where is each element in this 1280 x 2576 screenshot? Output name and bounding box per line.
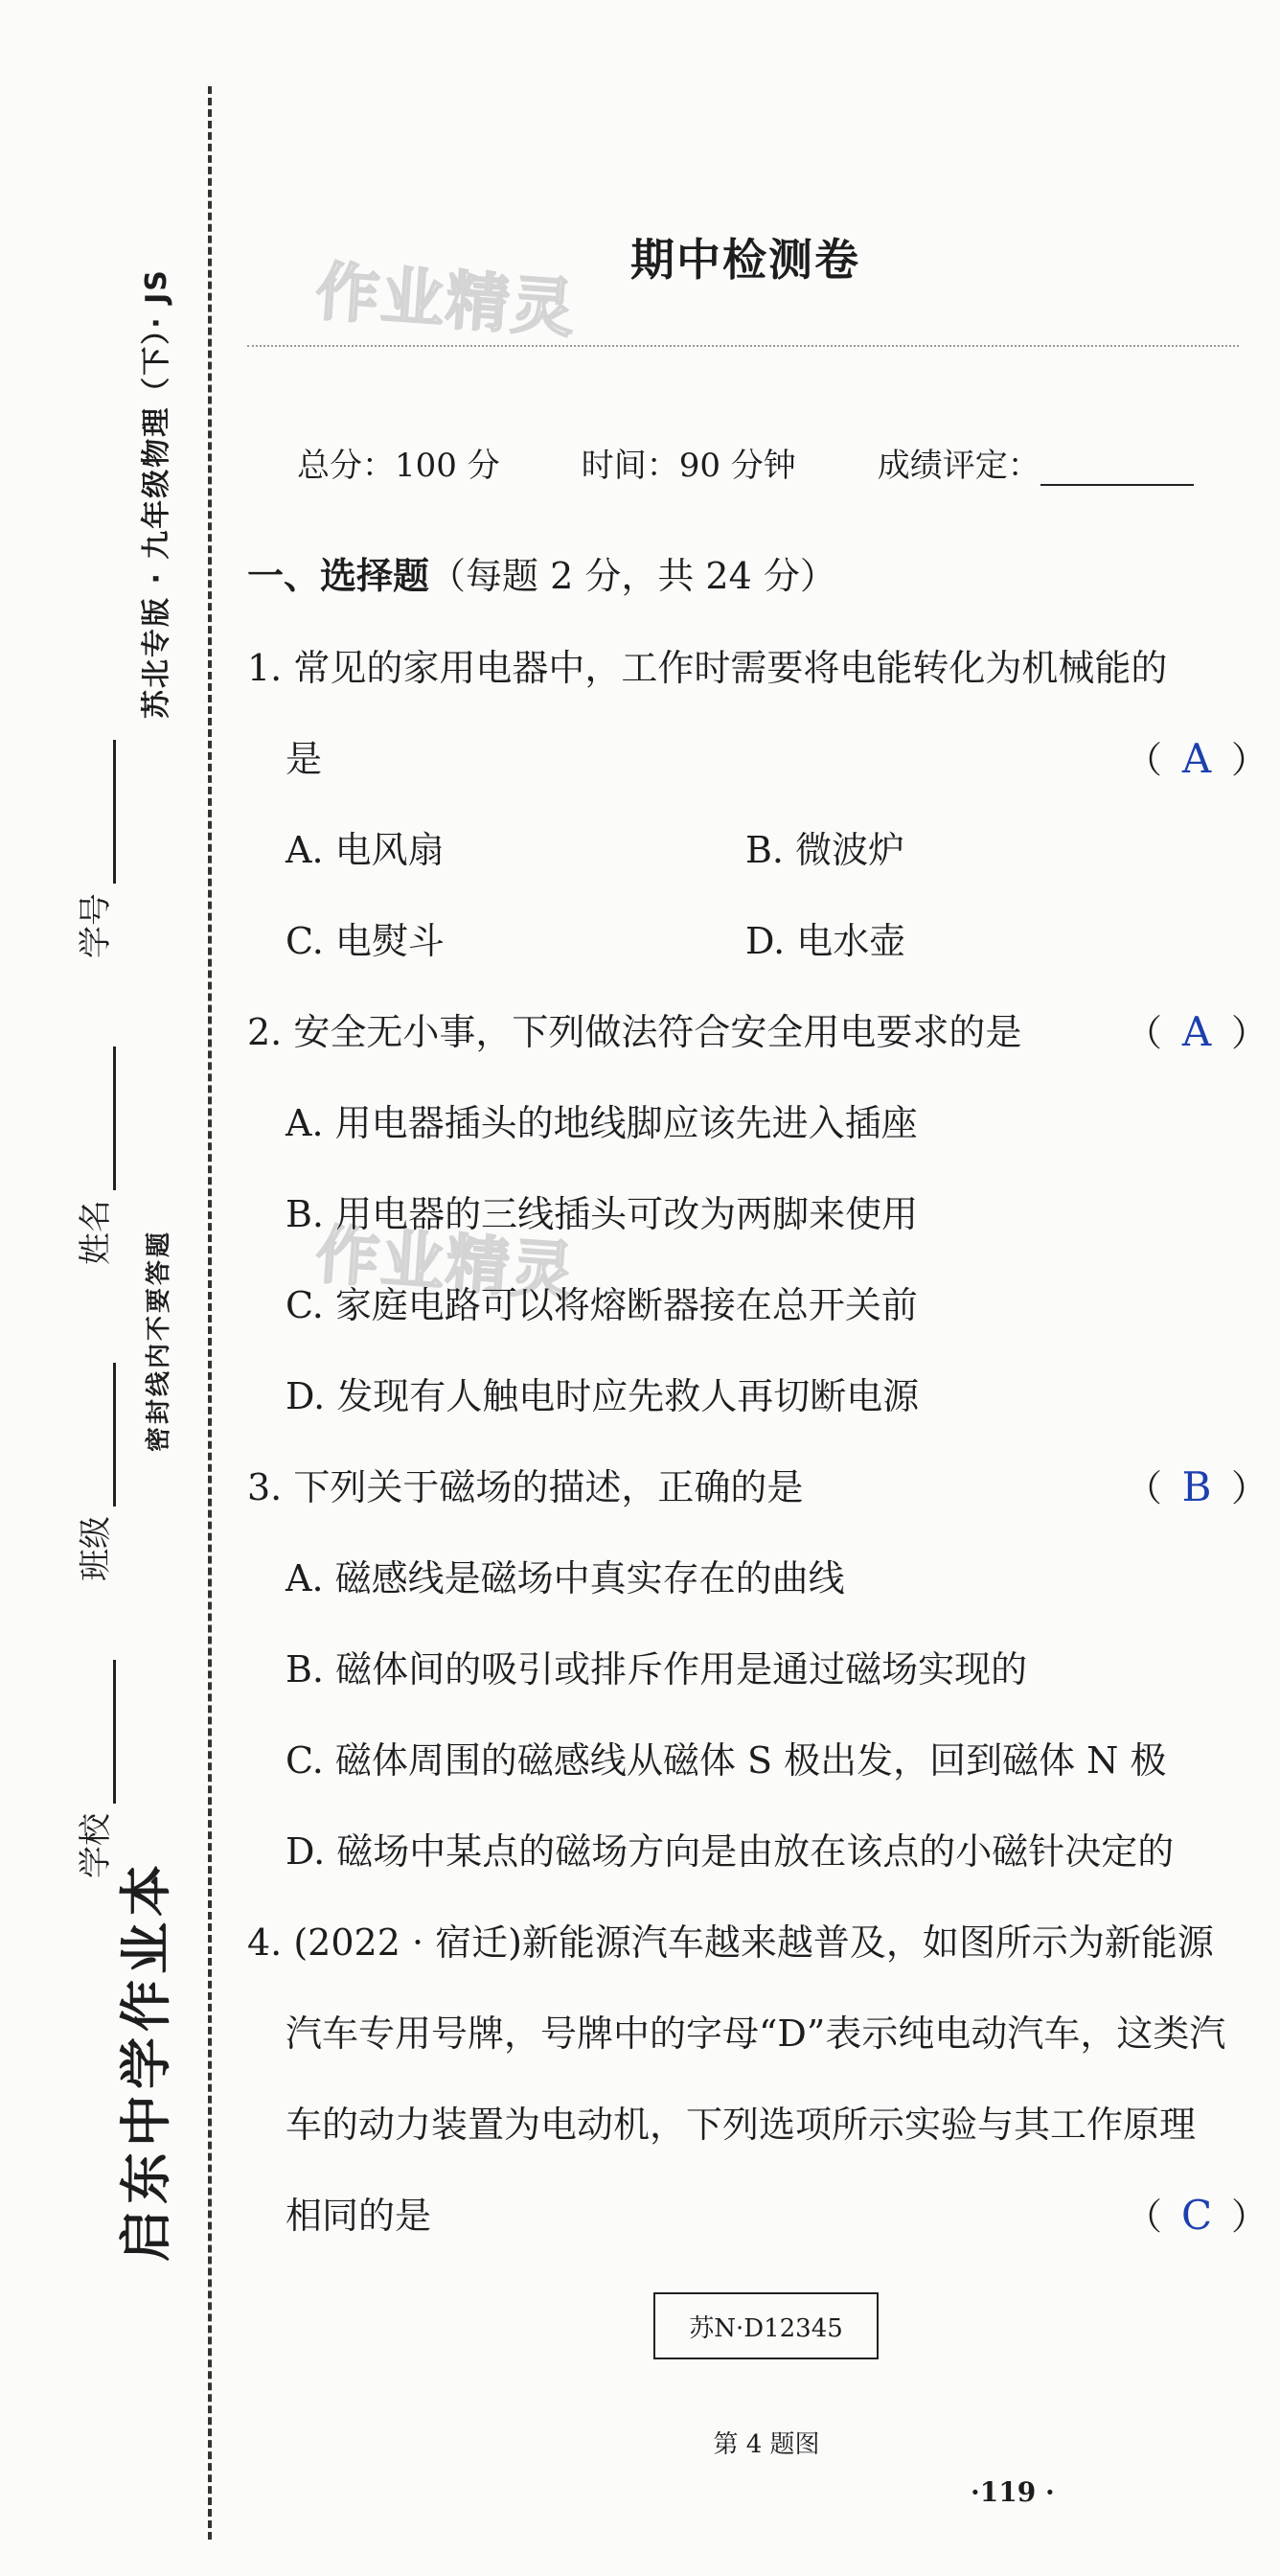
watermark: 作业精灵 xyxy=(313,254,579,347)
name-field-label: 姓名 xyxy=(77,1200,115,1265)
student-id-field-blank[interactable] xyxy=(84,740,116,884)
q4-stem-line3: 车的动力装置为电动机，下列选项所示实验与其工作原理 xyxy=(286,2104,1197,2146)
license-plate-figure xyxy=(653,2292,879,2359)
school-field-label: 学校 xyxy=(77,1813,115,1878)
q1-stem-line1: 1. 常见的家用电器中，工作时需要将电能转化为机械能的 xyxy=(247,647,1168,689)
figure-caption: 第 4 题图 xyxy=(713,2430,820,2459)
q3-option-c: C. 磁体周围的磁感线从磁体 S 极出发，回到磁体 N 极 xyxy=(286,1739,1167,1782)
q4-stem-line4: 相同的是 xyxy=(286,2195,432,2237)
section-heading xyxy=(247,555,836,597)
page-title: 期中检测卷 xyxy=(630,234,860,286)
school-field xyxy=(69,1660,116,1878)
seal-notice: 密封线内不要答题 xyxy=(145,1229,173,1452)
watermark: 作业精灵 xyxy=(313,1217,579,1310)
q4-answer-letter: C xyxy=(1180,2192,1213,2239)
q1-option-c: C. 电熨斗 xyxy=(286,920,445,962)
brand-label: 启东中学作业本 xyxy=(116,1859,176,2262)
q4-answer: （ C ） xyxy=(1126,2192,1269,2239)
q3-stem: 3. 下列关于磁场的描述，正确的是 xyxy=(247,1466,804,1508)
section-note: （每题 2 分，共 24 分） xyxy=(429,555,836,597)
q1-option-a: A. 电风扇 xyxy=(286,829,445,871)
class-field-blank[interactable] xyxy=(84,1363,116,1506)
school-field-blank[interactable] xyxy=(84,1660,116,1804)
grade-field xyxy=(878,439,1194,486)
q3-option-a: A. 磁感线是磁场中真实存在的曲线 xyxy=(286,1557,845,1599)
total-score: 总分：100 分 xyxy=(297,447,500,485)
student-id-field-label: 学号 xyxy=(77,893,115,958)
q3-option-b: B. 磁体间的吸引或排斥作用是通过磁场实现的 xyxy=(286,1648,1028,1690)
q2-answer-letter: A xyxy=(1181,1008,1212,1055)
license-plate-text: 苏N·D12345 xyxy=(689,2313,843,2343)
page-number: ·119 · xyxy=(971,2476,1055,2508)
section-title: 一、选择题 xyxy=(247,555,430,597)
q1-answer: （ A ） xyxy=(1126,735,1269,782)
q3-answer-letter: B xyxy=(1181,1463,1212,1510)
title-divider xyxy=(247,345,1239,347)
name-field-blank[interactable] xyxy=(84,1046,116,1190)
name-field xyxy=(69,1046,116,1265)
q1-answer-letter: A xyxy=(1181,735,1212,782)
q1-option-d: D. 电水壶 xyxy=(745,920,906,962)
q2-option-d: D. 发现有人触电时应先救人再切断电源 xyxy=(286,1375,920,1417)
class-field xyxy=(69,1363,116,1581)
class-field-label: 班级 xyxy=(77,1516,115,1581)
q1-option-b: B. 微波炉 xyxy=(745,829,905,871)
q2-option-a: A. 用电器插头的地线脚应该先进入插座 xyxy=(286,1102,918,1144)
exam-meta xyxy=(297,439,1194,486)
q3-option-d: D. 磁场中某点的磁场方向是由放在该点的小磁针决定的 xyxy=(286,1830,1175,1873)
q2-answer: （ A ） xyxy=(1126,1008,1269,1055)
q3-answer: （ B ） xyxy=(1126,1463,1269,1510)
seal-cut-line xyxy=(208,86,212,2540)
q2-option-b: B. 用电器的三线插头可改为两脚来使用 xyxy=(286,1193,919,1235)
q2-stem: 2. 安全无小事，下列做法符合安全用电要求的是 xyxy=(247,1011,1022,1053)
grade-blank[interactable] xyxy=(1040,453,1194,486)
q1-stem-line2: 是 xyxy=(286,738,323,780)
time-limit: 时间：90 分钟 xyxy=(581,447,796,485)
grade-label: 成绩评定： xyxy=(877,447,1040,485)
q4-stem-line2: 汽车专用号牌，号牌中的字母“D”表示纯电动汽车，这类汽 xyxy=(286,2012,1226,2055)
q2-option-c: C. 家庭电路可以将熔断器接在总开关前 xyxy=(286,1284,918,1326)
student-id-field xyxy=(69,740,116,958)
q4-stem-line1: 4. (2022 · 宿迁)新能源汽车越来越普及，如图所示为新能源 xyxy=(247,1921,1214,1964)
series-label: 苏北专版 · 九年级物理（下）· JS xyxy=(140,268,173,719)
